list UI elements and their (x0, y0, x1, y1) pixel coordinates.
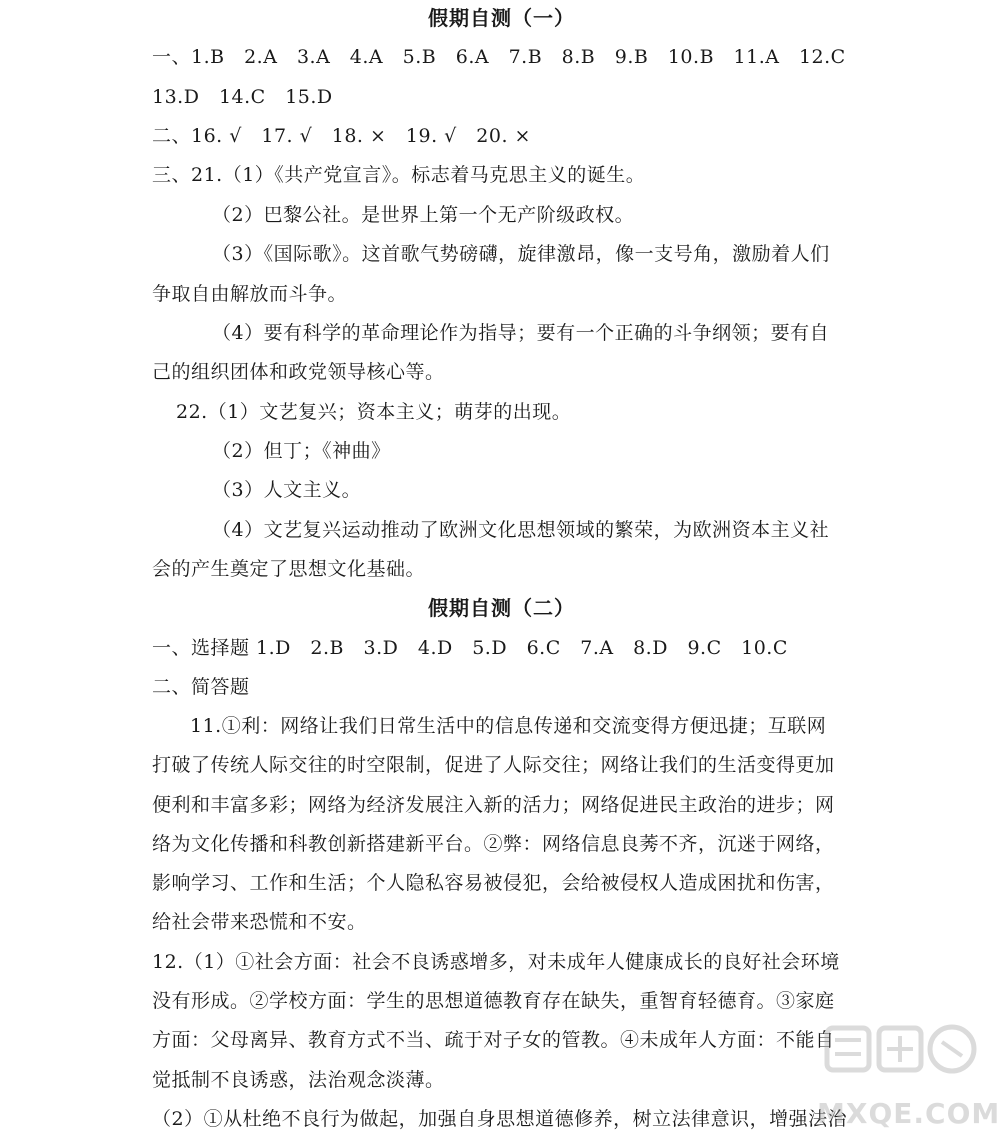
q21-line: 三、21.（1）《共产党宣言》。标志着马克思主义的诞生。 (152, 164, 646, 186)
q22-line: （3）人文主义。 (212, 479, 362, 501)
q21-line: （2）巴黎公社。是世界上第一个无产阶级政权。 (212, 204, 635, 226)
watermark-logo-icon (817, 1020, 982, 1100)
watermark (817, 1020, 1000, 1130)
watermark-text: MXQE.COM (817, 1097, 1000, 1130)
q22-line: 会的产生奠定了思想文化基础。 (152, 558, 426, 580)
q21-line: （4）要有科学的革命理论作为指导；要有一个正确的斗争纲领；要有自 (212, 322, 830, 344)
q22-line: （2）但丁；《神曲》 (212, 440, 391, 462)
q22-line: （4）文艺复兴运动推动了欧洲文化思想领域的繁荣，为欧洲资本主义社 (212, 519, 830, 541)
q21-line: 己的组织团体和政党领导核心等。 (152, 361, 445, 383)
q12-line: 没有形成。②学校方面：学生的思想道德教育存在缺失，重智育轻德育。③家庭 (152, 990, 835, 1012)
short-answer-heading: 二、简答题 (152, 676, 250, 698)
q21-line: 争取自由解放而斗争。 (152, 283, 348, 305)
q12-line: 12.（1）①社会方面：社会不良诱惑增多，对未成年人健康成长的良好社会环境 (152, 951, 840, 973)
section1-title: 假期自测（一） (428, 6, 575, 30)
section2-mc-answers: 一、选择题 1.D 2.B 3.D 4.D 5.D 6.C 7.A 8.D 9.C 10.C (152, 637, 788, 659)
q11-line: 11.①利：网络让我们日常生活中的信息传递和交流变得方便迅捷；互联网 (190, 715, 827, 737)
true-false-answers: 二、16. √ 17. √ 18. × 19. √ 20. × (152, 125, 531, 147)
q11-line: 便利和丰富多彩；网络为经济发展注入新的活力；网络促进民主政治的进步；网 (152, 794, 835, 816)
q11-line: 给社会带来恐慌和不安。 (152, 911, 367, 933)
q11-line: 打破了传统人际交往的时空限制，促进了人际交往；网络让我们的生活变得更加 (152, 754, 835, 776)
q22-line: 22.（1）文艺复兴；资本主义；萌芽的出现。 (176, 401, 572, 423)
q12-line: （2）①从杜绝不良行为做起，加强自身思想道德修养，树立法律意识，增强法治 (152, 1108, 848, 1130)
q21-line: （3）《国际歌》。这首歌气势磅礴，旋律激昂，像一支号角，激励着人们 (212, 243, 830, 265)
mc-answers-line2: 13.D 14.C 15.D (152, 86, 333, 108)
q12-line: 方面：父母离异、教育方式不当、疏于对子女的管教。④未成年人方面：不能自 (152, 1029, 835, 1051)
q12-line: 觉抵制不良诱惑，法治观念淡薄。 (152, 1069, 445, 1091)
section2-title: 假期自测（二） (428, 596, 575, 620)
q11-line: 络为文化传播和科教创新搭建新平台。②弊：网络信息良莠不齐，沉迷于网络， (152, 833, 835, 855)
mc-answers-line1: 一、1.B 2.A 3.A 4.A 5.B 6.A 7.B 8.B 9.B 10.B 11.A 12.C (152, 46, 846, 68)
q11-line: 影响学习、工作和生活；个人隐私容易被侵犯，会给被侵权人造成困扰和伤害， (152, 872, 835, 894)
